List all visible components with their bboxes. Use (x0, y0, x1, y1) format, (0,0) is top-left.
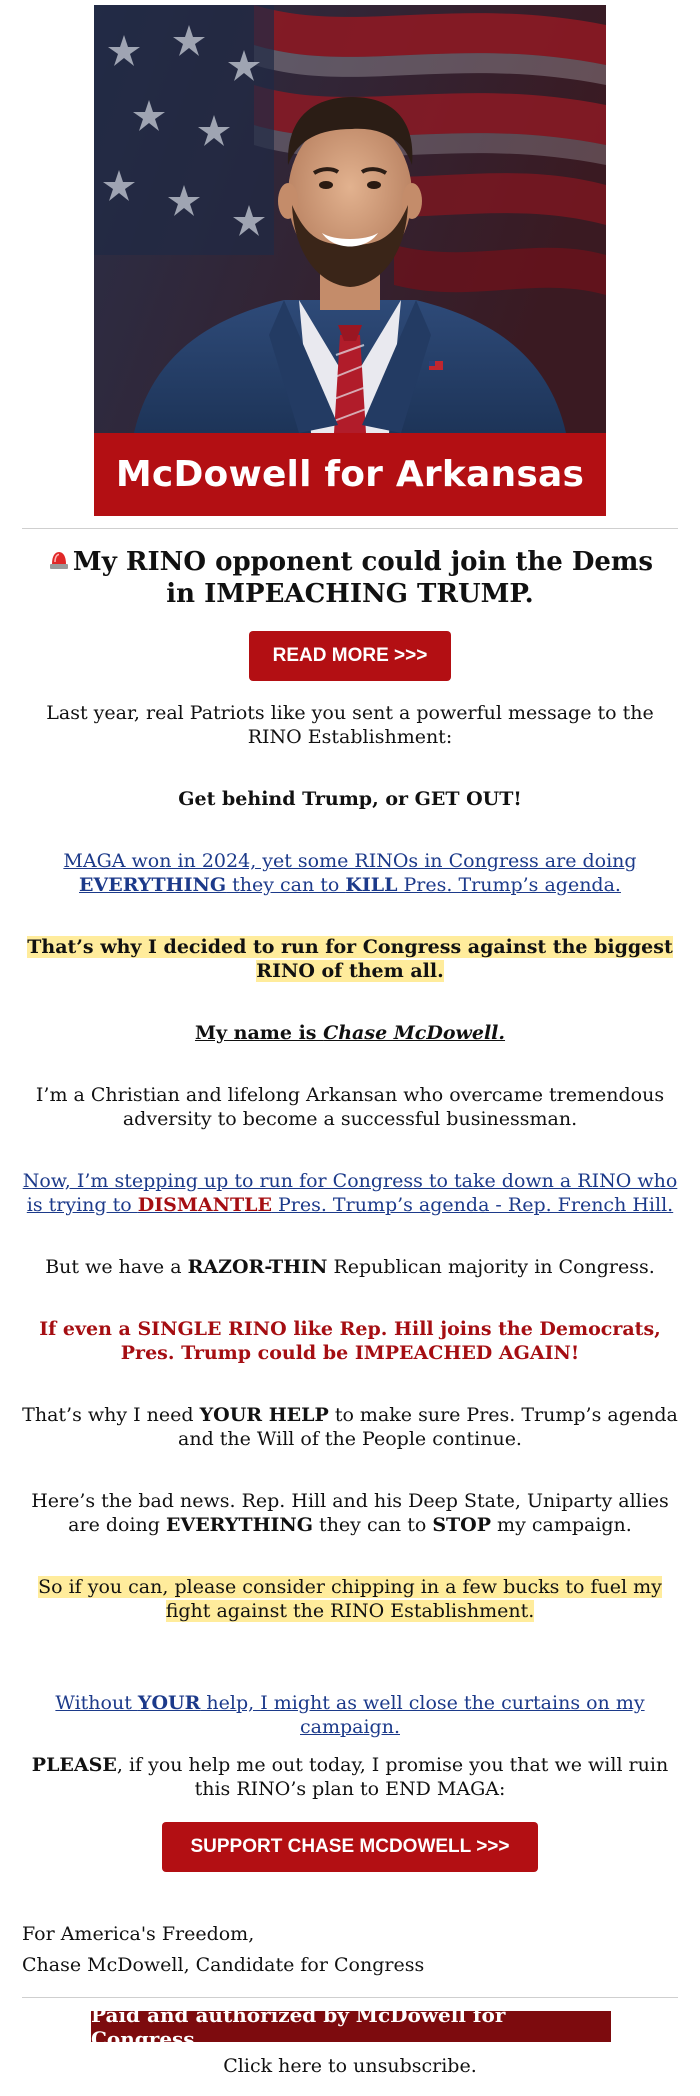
hero-image[interactable] (94, 5, 606, 516)
close-curtains-bold: YOUR (137, 1692, 201, 1714)
unsubscribe-link[interactable]: Click here to unsubscribe. (223, 2055, 477, 2077)
link-maga-won-text-1: MAGA won in 2024, yet some RINOs in Congress are doing (63, 850, 637, 872)
my-name-prefix: My name is (194, 1022, 324, 1044)
hero-banner-title: McDowell for Arkansas (94, 433, 606, 516)
bad-news-bold-2: STOP (432, 1514, 492, 1536)
bad-news-text-3: my campaign. (491, 1514, 632, 1536)
close-curtains-text-2: help, I might as well close the curtains on my campaign. (200, 1692, 645, 1738)
paragraph-impeached-again: If even a SINGLE RINO like Rep. Hill joins the Democrats, Pres. Trump could be IMPEACHED AGAIN! (39, 1318, 661, 1364)
link-stepping-up-dismantle: DISMANTLE (137, 1194, 272, 1216)
signature-line-2: Chase McDowell, Candidate for Congress (22, 1954, 425, 1976)
link-maga-won-text-2: they can to (226, 874, 346, 896)
link-stepping-up-text-1: Now, I’m stepping up to run for Congress to take down a RINO who is trying to (22, 1170, 678, 1216)
divider-bottom (22, 1997, 678, 1998)
candidate-name: Chase McDowell. (323, 1022, 506, 1044)
close-curtains-text-1: Without (55, 1692, 138, 1714)
bad-news-text-1: Here’s the bad news. Rep. Hill and his Deep State, Uniparty allies are doing (31, 1490, 669, 1536)
highlighted-decided-to-run: That’s why I decided to run for Congress against the biggest RINO of them all. (27, 936, 673, 982)
bad-news-text-2: they can to (313, 1514, 433, 1536)
your-help-bold: YOUR HELP (199, 1404, 329, 1426)
link-maga-won[interactable] (22, 849, 678, 897)
your-help-text-1: That’s why I need (22, 1404, 200, 1426)
please-bold: PLEASE (31, 1754, 117, 1776)
highlighted-chipping-in: So if you can, please consider chipping in a few bucks to fuel my fight against the RINO Establishment. (38, 1576, 662, 1622)
link-maga-won-bold-1: EVERYTHING (79, 874, 227, 896)
razor-thin-bold: RAZOR-THIN (187, 1256, 328, 1278)
paragraph-get-behind-trump: Get behind Trump, or GET OUT! (178, 788, 522, 810)
razor-thin-text-2: Republican majority in Congress. (327, 1256, 655, 1278)
link-stepping-up[interactable] (22, 1169, 678, 1217)
paragraph-decided-to-run (22, 935, 678, 983)
read-more-button[interactable]: READ MORE >>> (249, 631, 451, 681)
signature-line-1: For America's Freedom, (22, 1923, 255, 1945)
please-text: , if you help me out today, I promise you that we will ruin this RINO’s plan to END MAGA: (116, 1754, 669, 1800)
headline (40, 546, 660, 610)
support-chase-mcdowell-button[interactable]: SUPPORT CHASE MCDOWELL >>> (162, 1822, 538, 1872)
link-maga-won-text-3: Pres. Trump’s agenda. (397, 874, 621, 896)
link-stepping-up-text-2: Pres. Trump’s agenda - Rep. French Hill. (271, 1194, 674, 1216)
bad-news-bold-1: EVERYTHING (165, 1514, 314, 1536)
paragraph-my-name (22, 1021, 678, 1045)
paragraph-intro: Last year, real Patriots like you sent a powerful message to the RINO Establishment: (46, 702, 654, 748)
flag-portrait-illustration (94, 5, 606, 433)
divider-top (22, 528, 678, 529)
paragraph-christian-arkansan: I’m a Christian and lifelong Arkansan who overcame tremendous adversity to become a successful businessman. (35, 1084, 665, 1130)
paragraph-razor-thin (22, 1255, 678, 1279)
your-help-text-2: to make sure Pres. Trump’s agenda and the Will of the People continue. (178, 1404, 678, 1450)
paragraph-bad-news (22, 1489, 678, 1537)
paid-for-disclaimer: Paid and authorized by McDowell for Congress (91, 2011, 611, 2042)
paragraph-chipping-in (22, 1575, 678, 1623)
link-maga-won-bold-2: KILL (345, 874, 398, 896)
paragraph-please (22, 1753, 678, 1801)
headline-text: My RINO opponent could join the Dems in IMPEACHING TRUMP. (72, 547, 654, 609)
link-close-curtains[interactable] (22, 1691, 678, 1739)
razor-thin-text-1: But we have a (45, 1256, 188, 1278)
paragraph-your-help (22, 1403, 678, 1451)
siren-icon (47, 548, 71, 572)
